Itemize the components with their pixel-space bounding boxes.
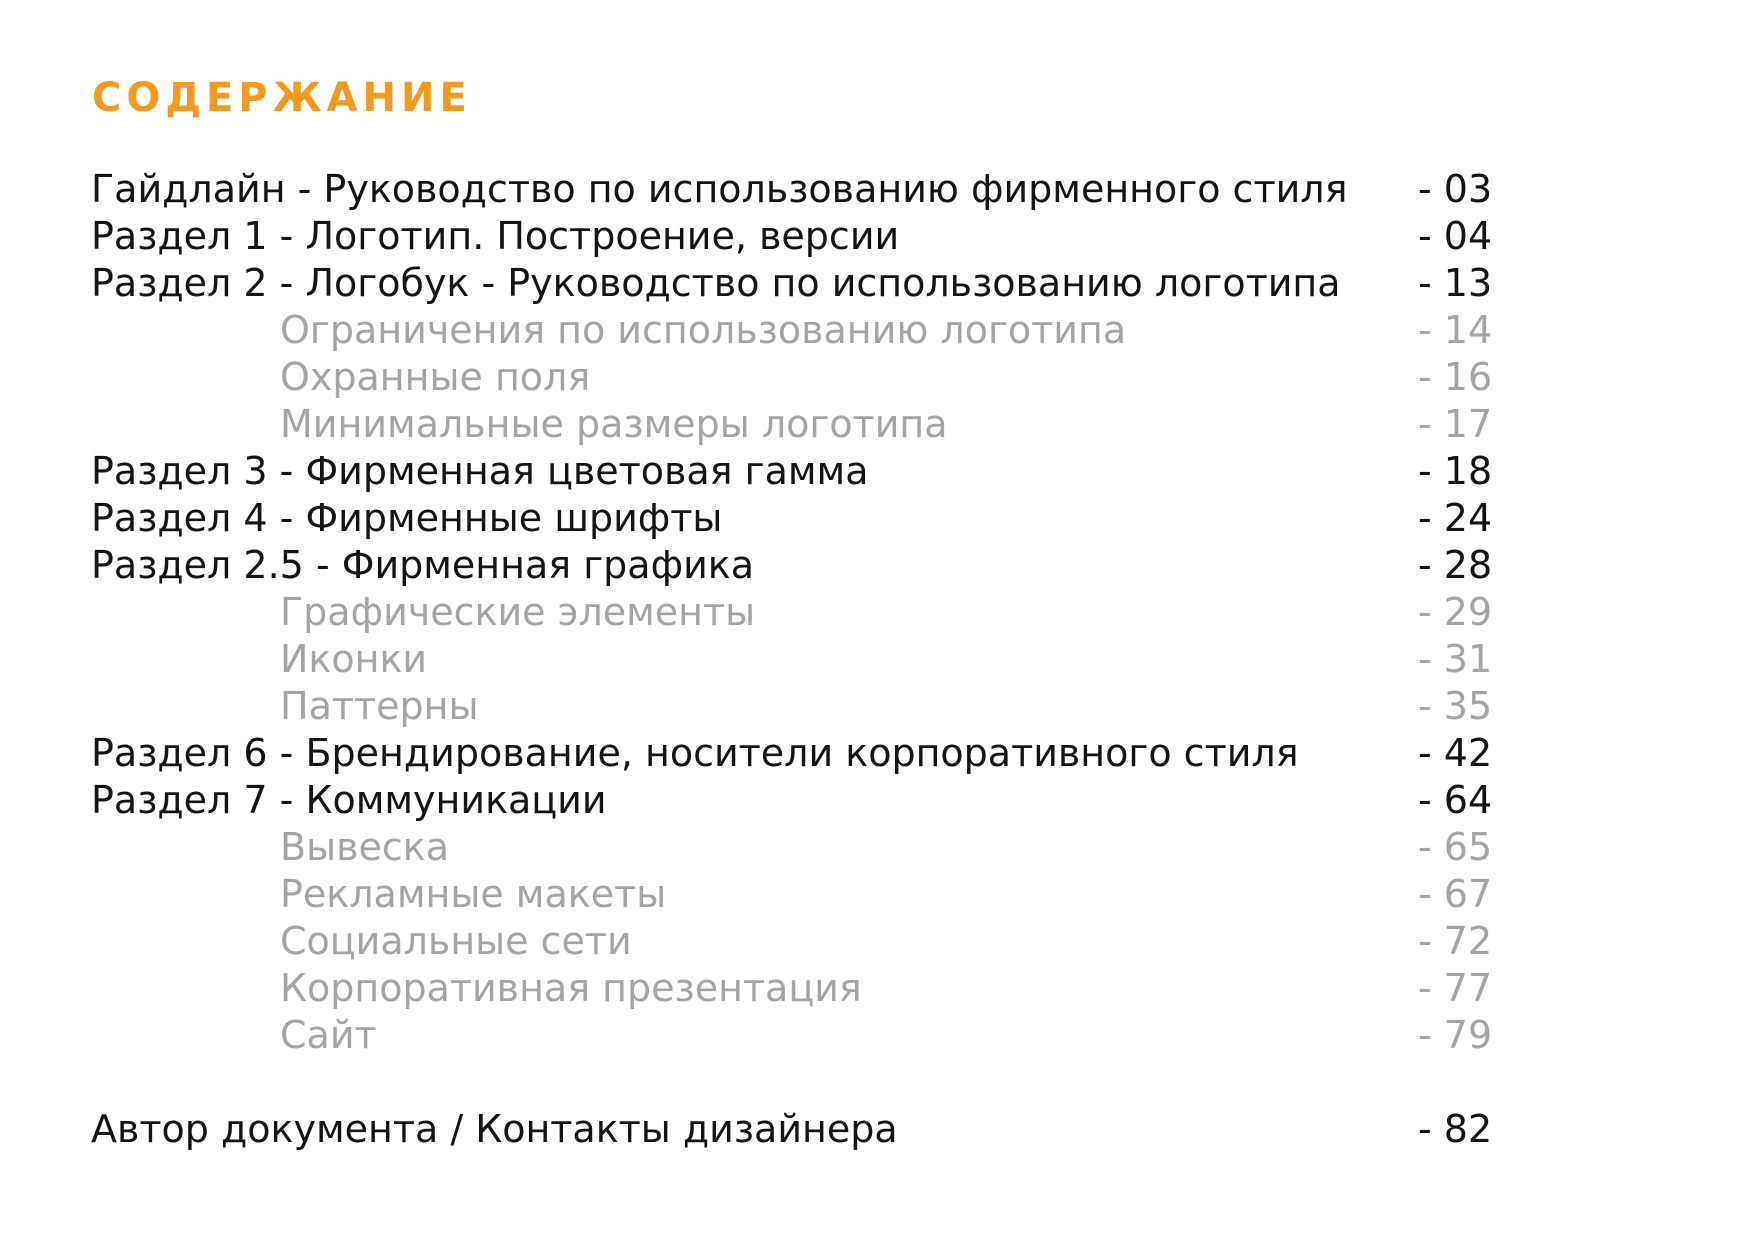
toc-entry-label: Раздел 4 - Фирменные шрифты <box>91 496 723 540</box>
toc-subentry-page-number: - 31 <box>1418 637 1493 681</box>
toc-entry-label: Раздел 7 - Коммуникации <box>91 778 607 822</box>
table-of-contents <box>91 166 1511 1153</box>
toc-entry[interactable] <box>91 542 1511 589</box>
toc-subentry-page-number: - 72 <box>1418 919 1493 963</box>
toc-entry-page-number: - 64 <box>1418 778 1493 822</box>
toc-subentry-page-number: - 77 <box>1418 966 1493 1010</box>
toc-subentry-label: Минимальные размеры логотипа <box>280 402 948 446</box>
toc-subentry-page-number: - 29 <box>1418 590 1493 634</box>
toc-subentry-page-number: - 35 <box>1418 684 1493 728</box>
toc-entry[interactable] <box>91 260 1511 307</box>
toc-footer-entry-page-number: - 82 <box>1418 1107 1493 1151</box>
toc-subentry-label: Охранные поля <box>280 355 591 399</box>
toc-entry-page-number: - 18 <box>1418 449 1493 493</box>
toc-entry[interactable] <box>91 777 1511 824</box>
toc-entry-label: Раздел 1 - Логотип. Построение, версии <box>91 214 900 258</box>
toc-subentry[interactable] <box>91 589 1511 636</box>
toc-subentry-label: Паттерны <box>280 684 479 728</box>
toc-subentry[interactable] <box>91 824 1511 871</box>
toc-subentry[interactable] <box>91 636 1511 683</box>
toc-subentry-page-number: - 65 <box>1418 825 1493 869</box>
toc-subentry[interactable] <box>91 918 1511 965</box>
toc-entry[interactable] <box>91 448 1511 495</box>
toc-entry-page-number: - 24 <box>1418 496 1493 540</box>
toc-subentry[interactable] <box>91 1012 1511 1059</box>
toc-subentry-label: Рекламные макеты <box>280 872 667 916</box>
toc-entry-page-number: - 42 <box>1418 731 1493 775</box>
toc-entry[interactable] <box>91 730 1511 777</box>
toc-entry[interactable] <box>91 166 1511 213</box>
toc-subentry-page-number: - 14 <box>1418 308 1493 352</box>
toc-entry[interactable] <box>91 495 1511 542</box>
toc-subentry-page-number: - 79 <box>1418 1013 1493 1057</box>
toc-subentry-page-number: - 17 <box>1418 402 1493 446</box>
toc-entry-page-number: - 28 <box>1418 543 1493 587</box>
toc-entry-label: Раздел 2 - Логобук - Руководство по использованию логотипа <box>91 261 1341 305</box>
toc-footer-entry-label: Автор документа / Контакты дизайнера <box>91 1107 898 1151</box>
toc-subentry-label: Корпоративная презентация <box>280 966 862 1010</box>
toc-subentry-page-number: - 16 <box>1418 355 1493 399</box>
toc-subentry-label: Графические элементы <box>280 590 756 634</box>
toc-subentry-label: Социальные сети <box>280 919 632 963</box>
toc-subentry-label: Сайт <box>280 1013 377 1057</box>
toc-subentry-label: Вывеска <box>280 825 449 869</box>
toc-subentry[interactable] <box>91 683 1511 730</box>
toc-entry-label: Гайдлайн - Руководство по использованию фирменного стиля <box>91 167 1348 211</box>
toc-subentry[interactable] <box>91 354 1511 401</box>
toc-entry-page-number: - 03 <box>1418 167 1493 211</box>
toc-subentry-label: Иконки <box>280 637 428 681</box>
toc-footer-entry[interactable] <box>91 1106 1511 1153</box>
toc-subentry[interactable] <box>91 401 1511 448</box>
toc-entry-label: Раздел 2.5 - Фирменная графика <box>91 543 755 587</box>
toc-entry-label: Раздел 6 - Брендирование, носители корпоративного стиля <box>91 731 1299 775</box>
toc-subentry[interactable] <box>91 965 1511 1012</box>
toc-subentry[interactable] <box>91 307 1511 354</box>
toc-subentry-label: Ограничения по использованию логотипа <box>280 308 1127 352</box>
toc-entry-page-number: - 13 <box>1418 261 1493 305</box>
toc-entry-label: Раздел 3 - Фирменная цветовая гамма <box>91 449 869 493</box>
toc-subentry[interactable] <box>91 871 1511 918</box>
toc-subentry-page-number: - 67 <box>1418 872 1493 916</box>
toc-entry-page-number: - 04 <box>1418 214 1493 258</box>
toc-spacer <box>91 1059 1511 1106</box>
page-title: СОДЕРЖАНИЕ <box>92 75 472 121</box>
toc-entry[interactable] <box>91 213 1511 260</box>
